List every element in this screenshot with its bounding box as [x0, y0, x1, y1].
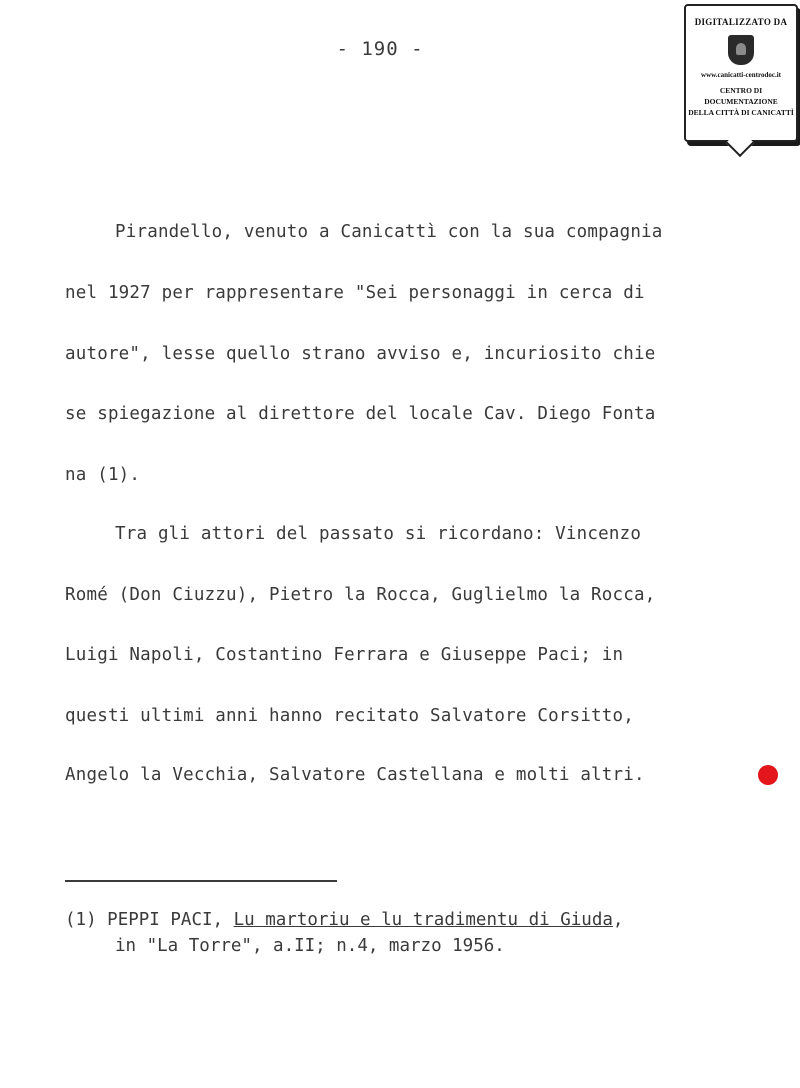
stamp-url: www.canicatti-centrodoc.it — [701, 71, 781, 79]
footnote-line-2: in "La Torre", a.II; n.4, marzo 1956. — [115, 936, 505, 956]
body-line: Romé (Don Ciuzzu), Pietro la Rocca, Guglielmo la Rocca, — [65, 585, 656, 605]
body-line: na (1). — [65, 465, 141, 485]
footnote-title: Lu martoriu e lu tradimentu di Giuda — [233, 910, 613, 930]
body-line: Luigi Napoli, Costantino Ferrara e Giuseppe Paci; in — [65, 645, 624, 665]
stamp-title: DIGITALIZZATO DA — [694, 17, 788, 27]
footnote-line-1 — [65, 910, 623, 930]
body-line: questi ultimi anni hanno recitato Salvatore Corsitto, — [65, 706, 635, 726]
footnote-comma: , — [612, 910, 624, 930]
footnote-marker: (1) — [65, 910, 97, 930]
body-line: Pirandello, venuto a Canicattì con la sua compagnia — [115, 222, 663, 242]
footnote-separator — [65, 880, 337, 882]
footnote-author: PEPPI PACI, — [107, 910, 224, 930]
stamp-line-1: CENTRO DI DOCUMENTAZIONE — [704, 86, 778, 106]
stamp-line-2: DELLA CITTÀ DI CANICATTÌ — [688, 108, 794, 117]
coat-of-arms-icon — [728, 35, 754, 65]
page-number: - 190 - — [336, 38, 424, 60]
body-line: Angelo la Vecchia, Salvatore Castellana e molti altri. — [65, 765, 645, 785]
digitization-stamp — [684, 4, 798, 142]
red-marker-dot — [758, 765, 778, 785]
body-line: se spiegazione al direttore del locale Cav. Diego Fonta — [65, 404, 656, 424]
body-line: Tra gli attori del passato si ricordano: Vincenzo — [115, 524, 642, 544]
body-line: autore", lesse quello strano avviso e, incuriosito chie — [65, 344, 656, 364]
body-line: nel 1927 per rappresentare "Sei personaggi in cerca di — [65, 283, 645, 303]
